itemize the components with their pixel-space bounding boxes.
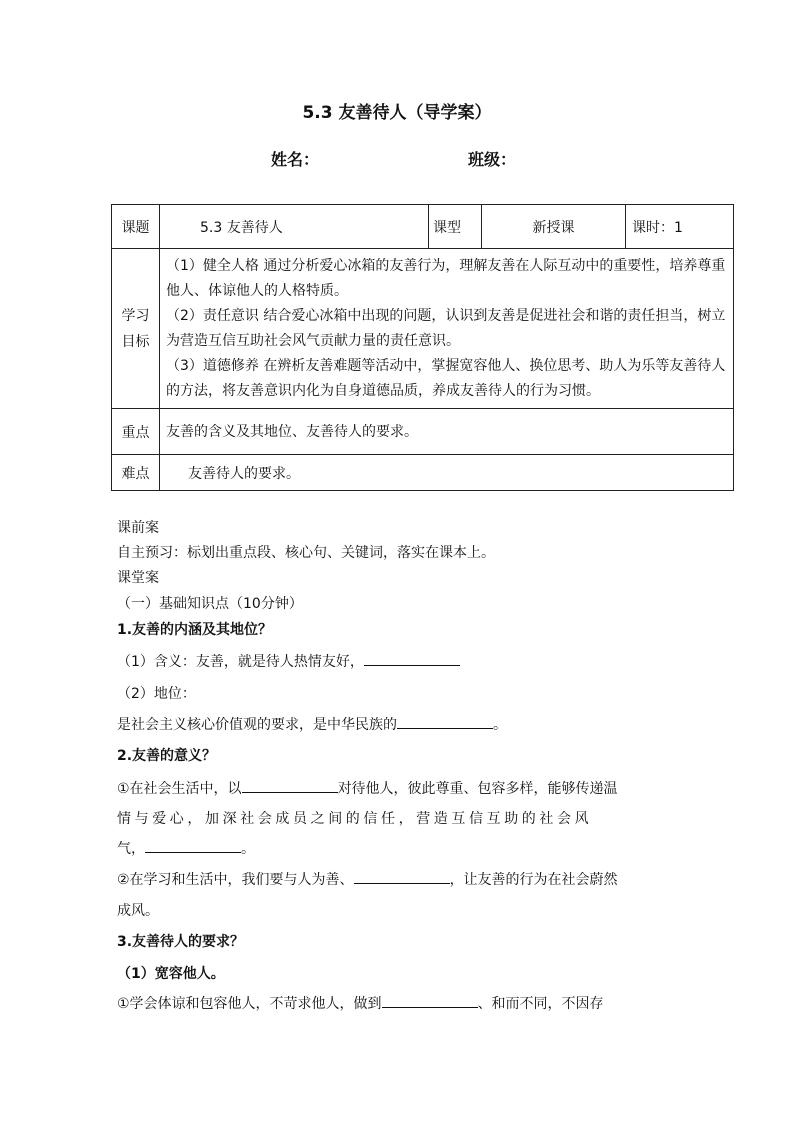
q1-meaning: （1）含义：友善，就是待人热情友好， (117, 651, 460, 671)
hours-value: 课时：1 (626, 205, 734, 249)
pre-class-heading: 课前案 (117, 520, 159, 536)
q2-item-2: ②在学习和生活中，我们要与人为善、 ，让友善的行为在社会蔚然 (117, 869, 618, 889)
q3-item-1: ①学会体谅和包容他人，不苛求他人，做到 、和而不同，不因存 (117, 993, 604, 1013)
class-label: 班级： (468, 150, 517, 169)
hard-label: 难点 (112, 455, 160, 491)
page-title: 5.3 友善待人（导学案） (302, 103, 492, 123)
q3-subheading: （1）宽容他人。 (117, 966, 225, 982)
answer-blank[interactable] (145, 838, 241, 853)
goals-cell (160, 249, 734, 409)
question-3: 3.友善待人的要求？ (117, 934, 245, 950)
answer-blank[interactable] (397, 714, 493, 729)
goal-item: （3）道德修养 在辨析友善难题等活动中，掌握宽容他人、换位思考、助人为乐等友善待人的方法，将友善意识内化为自身道德品质，养成友善待人的行为习惯。 (166, 357, 726, 399)
q1-status: （2）地位： (117, 686, 196, 702)
answer-blank[interactable] (354, 869, 450, 884)
section-heading: （一）基础知识点（10分钟） (117, 596, 303, 612)
type-value: 新授课 (482, 205, 626, 249)
q2-item-2-end: 成风。 (117, 903, 159, 919)
answer-blank[interactable] (242, 778, 338, 793)
key-label: 重点 (112, 409, 160, 455)
hard-value: 友善待人的要求。 (160, 455, 734, 491)
goal-item: （2）责任意识 结合爱心冰箱中出现的问题，认识到友善是促进社会和谐的责任担当，树立为营造互信互助社会风气贡献力量的责任意识。 (166, 307, 726, 349)
key-value: 友善的含义及其地位、友善待人的要求。 (160, 409, 734, 455)
self-study-text: 自主预习：标划出重点段、核心句、关键词，落实在课本上。 (117, 545, 495, 561)
question-1: 1.友善的内涵及其地位？ (117, 622, 273, 638)
answer-blank[interactable] (382, 993, 478, 1008)
q2-item-1-end: 气， 。 (117, 838, 255, 858)
in-class-heading: 课堂案 (117, 570, 159, 586)
topic-value: 5.3 友善待人 (160, 205, 429, 249)
question-2: 2.友善的意义？ (117, 748, 217, 764)
topic-label: 课题 (112, 205, 160, 249)
goal-item: （1）健全人格 通过分析爱心冰箱的友善行为，理解友善在人际互动中的重要性，培养尊重他人、体谅他人的人格特质。 (166, 257, 726, 299)
answer-blank[interactable] (364, 651, 460, 666)
q2-item-1: ①在社会生活中，以 对待他人，彼此尊重、包容多样，能够传递温 (117, 778, 618, 798)
type-label: 课型 (429, 205, 482, 249)
name-label: 姓名： (271, 150, 320, 169)
q2-item-1-cont: 情与爱心，加深社会成员之间的信任，营造互信互助的社会风 (117, 811, 593, 827)
q1-status-text: 是社会主义核心价值观的要求，是中华民族的 。 (117, 714, 507, 734)
lesson-info-table (111, 204, 734, 491)
goals-label: 学习目标 (112, 249, 160, 409)
